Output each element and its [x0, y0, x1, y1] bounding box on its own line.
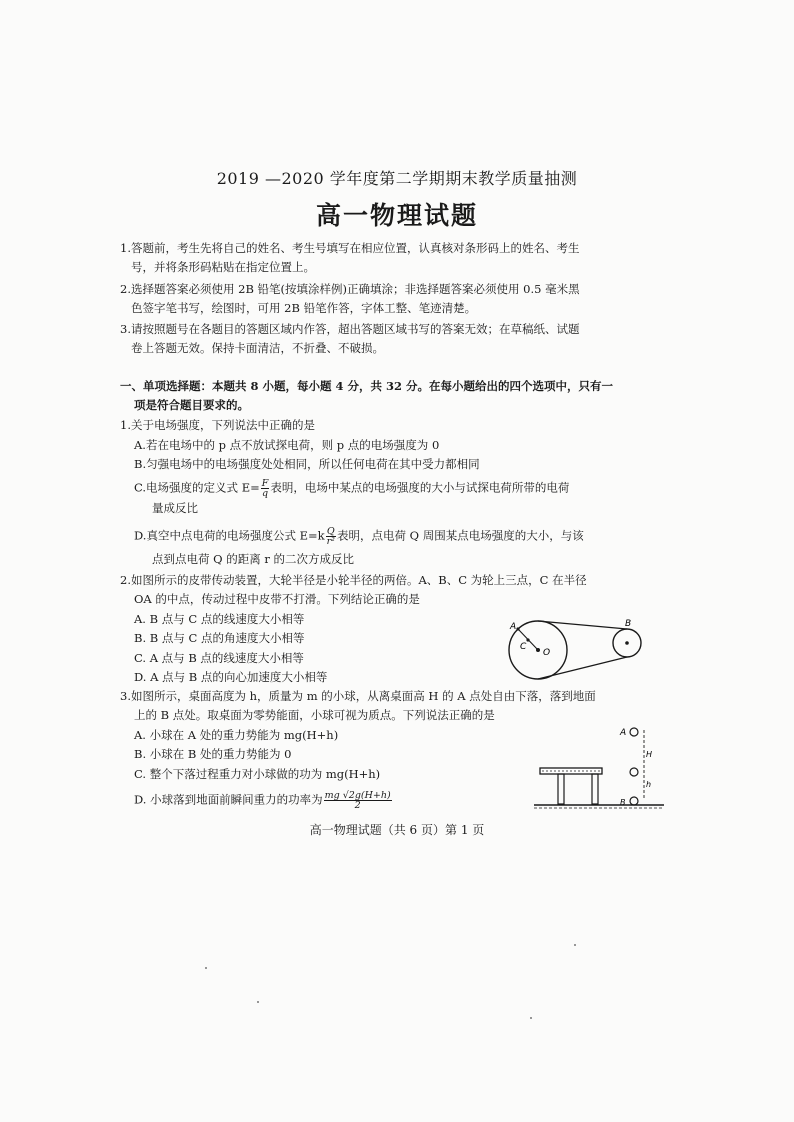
q1-option-d: [134, 527, 584, 546]
label-c: C: [520, 642, 527, 652]
label-small-h: h: [646, 780, 652, 789]
notice-line-3: 2.选择题答案必须使用 2B 铅笔(按填涂样例)正确填涂；非选择题答案必须使用 0.5 毫米黑: [120, 282, 580, 296]
q1-option-d-line2: 点到点电荷 Q 的距离 r 的二次方成反比: [152, 552, 355, 566]
q3-option-d: [134, 791, 393, 810]
q3-d-denominator: 2: [354, 800, 361, 811]
q1-option-c: [134, 479, 569, 498]
point-c-dot: [526, 638, 529, 641]
q2-stem-2: OA 的中点，传动过程中皮带不打滑。下列结论正确的是: [134, 592, 420, 606]
q2-option-d: D. A 点与 B 点的向心加速度大小相等: [134, 670, 328, 684]
q1-option-c-text-2: 表明，电场中某点的电场强度的大小与试探电荷所带的电荷: [270, 480, 570, 495]
table-leg-right: [592, 774, 598, 804]
notice-line-1: 1.答题前，考生先将自己的姓名、考生号填写在相应位置，认真核对条形码上的姓名、考生: [120, 241, 580, 255]
q2-stem-1: 2.如图所示的皮带传动装置，大轮半径是小轮半径的两倍。A、B、C 为轮上三点，C 在半径: [120, 573, 587, 587]
q1-option-d-text-2: 表明，点电荷 Q 周围某点电场强度的大小，与该: [336, 528, 584, 543]
q1-option-c-text: C.电场强度的定义式 E=: [134, 480, 260, 495]
q1-c-numerator: F: [261, 478, 269, 489]
exam-subtitle: 2019 —2020 学年度第二学期期末教学质量抽测: [216, 169, 578, 188]
q3-stem-2: 上的 B 点处。取桌面为零势能面，小球可视为质点。下列说法正确的是: [134, 708, 495, 722]
ball-at-table: [630, 768, 638, 776]
q1-stem: 1.关于电场强度，下列说法中正确的是: [120, 418, 315, 432]
label-b: B: [625, 619, 632, 629]
q3-option-d-fraction: [324, 791, 392, 810]
q1-option-a: A.若在电场中的 p 点不放试探电荷，则 p 点的电场强度为 0: [134, 438, 440, 452]
scan-speck: [257, 1001, 259, 1003]
q1-d-denominator: r²: [326, 536, 335, 547]
point-a-dot: [516, 627, 519, 630]
q3-d-numerator: mg √2g(H+h): [324, 790, 391, 801]
q3-option-b: B. 小球在 B 处的重力势能为 0: [134, 747, 292, 761]
scan-speck: [530, 1017, 532, 1019]
scan-speck: [205, 967, 207, 969]
notice-line-2: 号，并将条形码粘贴在指定位置上。: [131, 260, 315, 274]
page-footer: 高一物理试题（共 6 页）第 1 页: [309, 823, 485, 837]
q2-option-b: B. B 点与 C 点的角速度大小相等: [134, 631, 305, 645]
notice-line-4: 色签字笔书写，绘图时，可用 2B 铅笔作答，字体工整、笔迹清楚。: [131, 301, 477, 315]
notice-line-5: 3.请按照题号在各题目的答题区域内作答，超出答题区域书写的答案无效；在草稿纸、试题: [120, 322, 580, 336]
q3-stem-1: 3.如图所示，桌面高度为 h，质量为 m 的小球，从离桌面高 H 的 A 点处自由下落，落到地面: [120, 689, 596, 703]
q3-option-d-text: D. 小球落到地面前瞬间重力的功率为: [134, 792, 323, 807]
ball-at-b: [630, 797, 638, 805]
q2-option-a: A. B 点与 C 点的线速度大小相等: [134, 612, 305, 626]
scan-speck: [574, 944, 576, 946]
notice-line-6: 卷上答题无效。保持卡面清洁，不折叠、不破损。: [131, 341, 384, 355]
belt-bottom: [538, 657, 627, 679]
belt-drive-figure: [494, 612, 664, 688]
q3-option-a: A. 小球在 A 处的重力势能为 mg(H+h): [134, 728, 339, 742]
small-center-dot: [625, 641, 629, 645]
q1-option-b: B.匀强电场中的电场强度处处相同，所以任何电荷在其中受力都相同: [134, 457, 480, 471]
q1-option-d-text: D.真空中点电荷的电场强度公式 E=k: [134, 528, 325, 543]
table-leg-left: [558, 774, 564, 804]
center-o-dot: [536, 648, 540, 652]
label-a: A: [620, 728, 627, 738]
section1-heading-2: 项是符合题目要求的。: [134, 398, 249, 412]
label-big-h: H: [646, 750, 653, 759]
exam-title: 高一物理试题: [315, 201, 478, 230]
q2-option-c: C. A 点与 B 点的线速度大小相等: [134, 651, 304, 665]
q3-option-c: C. 整个下落过程重力对小球做的功为 mg(H+h): [134, 767, 381, 781]
q1-option-c-line2: 量成反比: [152, 501, 198, 515]
q1-c-denominator: q: [261, 488, 269, 499]
ball-at-a: [630, 728, 638, 736]
q1-option-d-fraction: [326, 527, 336, 546]
label-o: O: [543, 648, 551, 658]
label-b: B: [620, 798, 626, 807]
section1-heading-1: 一、单项选择题：本题共 8 小题，每小题 4 分，共 32 分。在每小题给出的四个选项中，只有一: [120, 379, 614, 393]
q1-option-c-fraction: [261, 479, 270, 498]
falling-ball-figure: [534, 724, 674, 814]
label-a: A: [510, 622, 517, 632]
q1-d-numerator: Q: [326, 526, 335, 537]
